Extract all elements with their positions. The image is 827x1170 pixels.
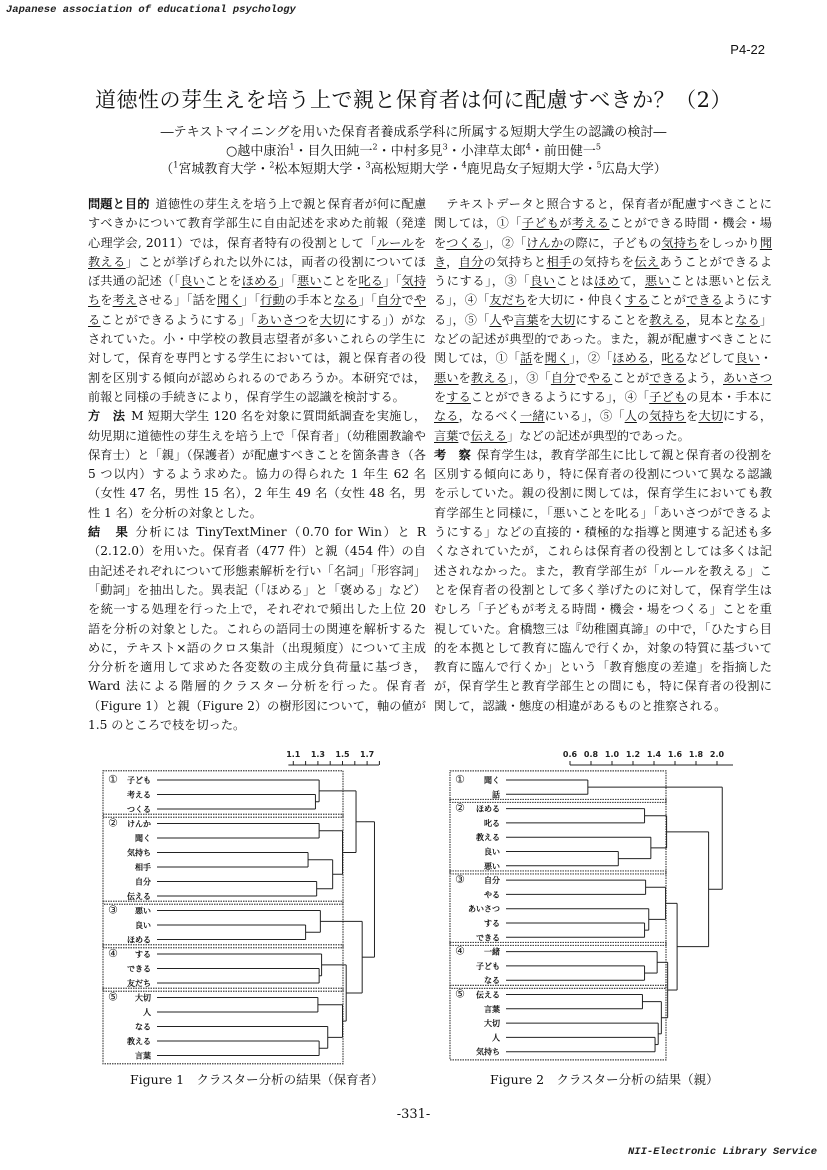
axis-tick-label: 1.6	[667, 750, 683, 759]
leaf-label: 大切	[484, 1019, 500, 1029]
leaf-label: 聞く	[484, 776, 500, 785]
leaf-label: 人	[492, 1033, 500, 1043]
figure-1-caption: Figure 1 クラスター分析の結果（保育者）	[130, 1072, 384, 1087]
section-body: M 短期大学生 120 名を対象に質問紙調査を実施し，幼児期に道徳性の芽生えを培う上で「保育者」（幼稚園教諭や保育士）と「親」（保護者）が配慮すべきことを箇条書き（各 5 つ以内）するよう求めた。協力の得られた 1 年生 62 名（女性 47 名，男性 15 名），2 年生 49 名（女性 48 名，男性 1 名）を分析の対象とした。	[88, 409, 427, 520]
section-heading: 問題と目的	[88, 197, 150, 211]
leaf-label: なる	[135, 1022, 151, 1032]
figure-2-caption: Figure 2 クラスター分析の結果（親）	[490, 1072, 719, 1087]
section-heading: 考 察	[434, 447, 471, 462]
figure-1	[95, 745, 425, 1074]
axis-tick-label: 1.4	[646, 750, 662, 759]
author-name: 中村多見$^3$・	[390, 142, 461, 159]
leaf-label: 自分	[135, 877, 151, 887]
leaf-label: ほめる	[476, 804, 500, 814]
affiliation: $^2$松本短期大学・	[269, 160, 366, 177]
leaf-label: 言葉	[484, 1004, 500, 1014]
leaf-label: けんか	[127, 819, 151, 829]
leaf-label: 悪い	[484, 861, 500, 871]
figure-2	[440, 745, 750, 1074]
leaf-label: つくる	[127, 805, 151, 814]
cluster-number: ②	[455, 801, 465, 815]
cluster-number: ①	[108, 772, 118, 786]
purpose-section	[88, 195, 426, 407]
journal-header: Japanese association of educational psychology	[6, 4, 296, 16]
affiliation-list: （$^1$宮城教育大学・$^2$松本短期大学・$^3$高松短期大学・$^4$鹿児島女子短期大学・$^5$広島大学）	[160, 160, 667, 177]
section-heading: 結 果	[88, 525, 130, 540]
axis-tick-label: 1.0	[604, 750, 620, 759]
leaf-label: 大切	[135, 993, 151, 1003]
discussion-section	[434, 446, 772, 716]
author-name: 小津草太郎$^4$・	[460, 142, 544, 159]
affiliation: $^5$広島大学	[596, 160, 654, 177]
leaf-label: 伝える	[127, 892, 151, 901]
leaf-label: 子ども	[476, 961, 500, 971]
section-body: 保育学生は，教育学部生に比して親と保育者の役割を区別する傾向にあり，特に保育者の役割について異なる認識を示していた。親の役割に関しては，保育学生においても教育学部生と同様に，「悪いことを叱る」「あいさつができるようにする」などの直接的・積極的な指導と関連する記述も多くなされていたが，これらは保育者の役割としては多くは記述されなかった。また，教育学部生が「ルールを教える」ことを保育者の役割として多く挙げたのに対して，保育学生はむしろ「子どもが考える時間・機会・場をつくる」ことを重視していた。倉橋惣三は『幼稚園真諦』の中で，「ひたすら目的を本拠として教育に臨んで行くか，対象の特質に基づいて教育に臨んで行くか」という「教育態度の差違」を指摘したが，保育学生と教育学部生との間にも，特に保育者の役割に関して，認識・態度の相違があるものと推察される。	[434, 447, 773, 713]
leaf-label: 相手	[135, 863, 151, 872]
leaf-label: 叱る	[484, 818, 500, 828]
leaf-label: する	[135, 950, 151, 959]
results-continued	[434, 195, 772, 446]
affiliation: $^1$宮城教育大学・	[173, 160, 270, 177]
author-list	[0, 140, 827, 159]
dendrogram-figure-2	[440, 745, 750, 1070]
paper-subtitle: ―テキストマイニングを用いた保育者養成系学科に所属する短期大学生の認識の検討―	[160, 125, 667, 140]
leaf-label: する	[484, 919, 500, 928]
axis-tick-label: 1.8	[688, 750, 704, 759]
presentation-code: P4-22	[730, 42, 765, 57]
leaf-label: 言葉	[135, 1051, 151, 1061]
section-heading: 方 法	[88, 409, 126, 424]
page-number: -331-	[396, 1107, 431, 1122]
leaf-label: なる	[484, 976, 500, 986]
leaf-label: 友だち	[127, 979, 151, 988]
leaf-label: 聞く	[135, 834, 151, 843]
leaf-label: できる	[476, 933, 500, 943]
cluster-number: ③	[455, 872, 465, 886]
section-body: 分析には TinyTextMiner（0.70 for Win）と R（2.12.0）を用いた。保育者（477 件）と親（454 件）の自由記述それぞれについて形態素解析を行い「名詞」「形容詞」「動詞」を抽出した。異表記（「ほめる」と「褒める」など）を統一する処理を行った上で，それぞれで頻出した上位 20 語を分析の対象とした。これらの語同士の関連を解析するために，テキスト×語のクロス集計（出現頻度）について主成分分析を適用して求めた各変数の主成分負荷量に基づき，Ward 法による階層的クラスター分析を行った。保育者（Figure 1）と親（Figure 2）の樹形図について，軸の値が 1.5 のところで枝を切った。	[88, 525, 427, 733]
dendrogram-figure-1	[95, 745, 425, 1070]
author-name: 前田健一$^5$	[543, 142, 601, 159]
paper-title: 道徳性の芽生えを培う上で親と保育者は何に配慮すべきか？（2）	[95, 88, 732, 112]
leaf-label: 人	[143, 1008, 151, 1017]
cluster-number: ⑤	[455, 987, 465, 1001]
leaf-label: あいさつ	[468, 904, 500, 914]
leaf-label: 教える	[127, 1037, 151, 1046]
leaf-label: 伝える	[476, 990, 500, 1000]
leaf-label: 考える	[127, 790, 151, 800]
cluster-number: ①	[455, 772, 465, 786]
left-column	[88, 195, 426, 735]
axis-tick-label: 1.5	[335, 750, 350, 759]
cluster-number: ④	[455, 944, 465, 958]
section-body: テキストデータと照合すると，保育者が配慮すべきことに関しては，①「子どもが考えることができる時間・機会・場をつくる」，②「けんかの際に，子どもの気持ちをしっかり聞き，自分の気持ちと相手の気持ちを伝えあうことができるようにする」，③「良いことはほめて，悪いことは悪いと伝える」，④「友だちを大切に・仲良くすることができるようにする」，⑤「人や言葉を大切にすることを教える，見本となる」などの記述が典型的であった。また，親が配慮すべきことに関しては，①「話を聞く」，②「ほめる，叱るなどして良い・悪いを教える」，③「自分でやることができるよう，あいさつをすることができるようにする」，④「子どもの見本・手本になる，なるべく一緒にいる」，⑤「人の気持ちを大切にする，言葉で伝える」などの記述が典型的であった。	[434, 197, 773, 443]
leaf-label: 気持ち	[127, 848, 151, 858]
axis-tick-label: 1.7	[360, 750, 375, 759]
cluster-number: ④	[108, 946, 118, 960]
leaf-label: 話	[492, 790, 500, 800]
axis-tick-label: 0.8	[583, 750, 599, 759]
leaf-label: できる	[127, 964, 151, 974]
leaf-label: ほめる	[127, 935, 151, 945]
leaf-label: 気持ち	[476, 1047, 500, 1057]
axis-tick-label: 0.6	[562, 750, 578, 759]
right-column	[434, 195, 772, 716]
section-body: 道徳性の芽生えを培う上で親と保育者が何に配慮すべきかについて教育学部生に自由記述を求めた前報（発達心理学会, 2011）では，保育者特有の役割として「ルールを教える」ことが挙げられた以外には，両者の役割についてほぼ共通の記述（「良いことをほめる」「悪いことを叱る」「気持ちを考えさせる」「話を聞く」「行動の手本となる」「自分でやることができるようにする」「あいさつを大切にする」）がなされていた。小・中学校の教員志望者が多いこれらの学生に対して，保育を専門とする学生においては，親と保育者の役割を区別する傾向が認められるのであろうか。本研究では，前報と同様の手続きにより，保育学生の認識を検討する。	[88, 197, 427, 404]
cluster-number: ②	[108, 816, 118, 830]
axis-tick-label: 1.3	[310, 750, 325, 759]
affiliation: $^4$鹿児島女子短期大学・	[461, 160, 597, 177]
affiliation: $^3$高松短期大学・	[365, 160, 462, 177]
leaf-label: 良い	[135, 921, 151, 930]
cluster-number: ③	[108, 903, 118, 917]
leaf-label: 自分	[484, 876, 500, 886]
footer-service: NII-Electronic Library Service	[627, 1146, 817, 1158]
results-section	[88, 523, 426, 735]
leaf-label: 教える	[476, 833, 500, 843]
author-name: 目久田純一$^2$・	[307, 142, 391, 159]
leaf-label: 一緒	[484, 947, 500, 957]
leaf-label: 子ども	[127, 776, 151, 785]
leaf-label: やる	[484, 890, 500, 900]
method-section	[88, 407, 426, 523]
axis-tick-label: 2.0	[709, 750, 725, 759]
leaf-label: 悪い	[135, 906, 151, 916]
leaf-label: 良い	[484, 847, 500, 857]
axis-tick-label: 1.2	[625, 750, 641, 759]
cluster-number: ⑤	[108, 990, 118, 1004]
author-name: ○越中康治$^1$・	[226, 142, 308, 159]
axis-tick-label: 1.1	[286, 750, 301, 759]
